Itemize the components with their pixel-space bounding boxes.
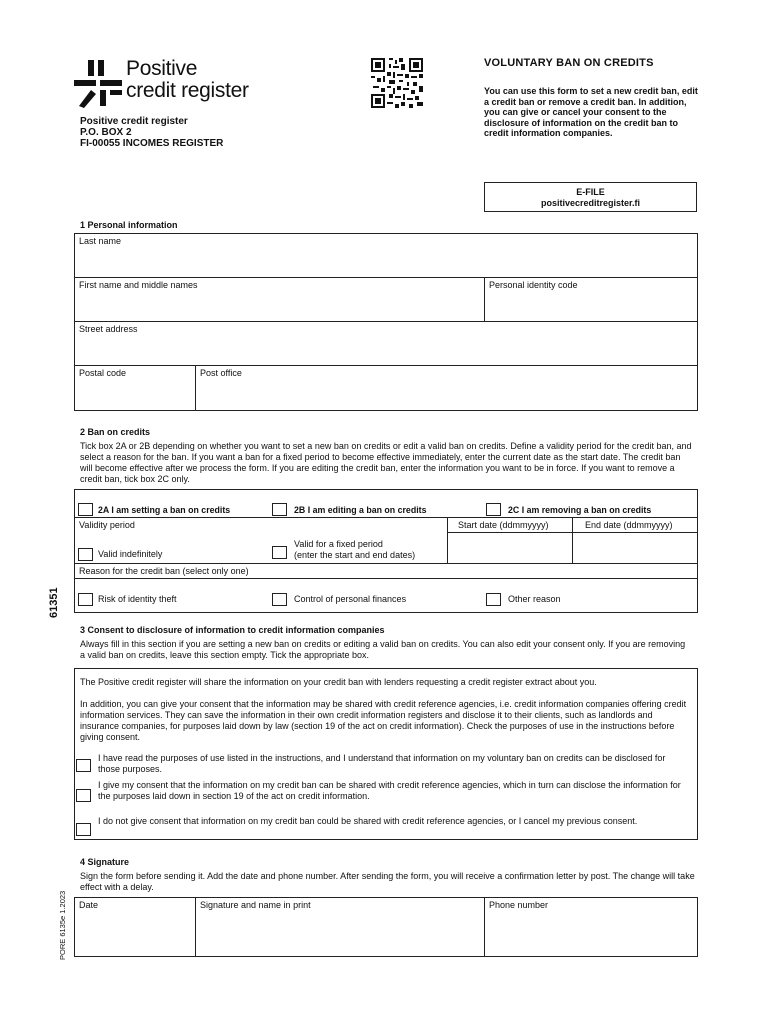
checkbox-consent-decline[interactable] xyxy=(76,823,91,836)
form-code: PORE 6135e 1.2023 xyxy=(58,890,67,960)
end-date-field[interactable] xyxy=(573,533,697,562)
section3-instructions: Always fill in this section if you are setting a new ban on credits or editing a valid ban on credits. You can also edit your consent only. If you are removing a valid ban on credits, leave this section empty. Tick the appropriate box. xyxy=(80,639,686,660)
checkbox-other-reason[interactable] xyxy=(486,593,501,606)
positive-credit-register-logo-icon xyxy=(74,58,124,108)
checkbox-consent-read[interactable] xyxy=(76,759,91,772)
efile-url[interactable]: positivecreditregister.fi xyxy=(540,198,641,208)
phone-field[interactable] xyxy=(486,912,697,956)
signature-label: Signature and name in print xyxy=(200,900,311,910)
postal-code-label: Postal code xyxy=(79,368,127,378)
address-line-2: P.O. BOX 2 xyxy=(80,127,132,138)
valid-fixed-line2: (enter the start and end dates) xyxy=(294,550,416,560)
checkbox-valid-indefinitely[interactable] xyxy=(78,548,93,561)
efile-box[interactable] xyxy=(484,182,697,212)
address-line-3: FI-00055 INCOMES REGISTER xyxy=(80,138,224,149)
address-line-1: Positive credit register xyxy=(80,116,188,127)
consent-option1: I have read the purposes of use listed in the instructions, and I understand that information on my voluntary ban on credits can be disclosed for those purposes. xyxy=(98,753,666,774)
section4-instructions: Sign the form before sending it. Add the date and phone number. After sending the form, you will receive a confirmation letter by post. The change will take effect with a delay. xyxy=(80,871,695,892)
start-date-label: Start date (ddmmyyyy) xyxy=(458,520,549,530)
street-field[interactable] xyxy=(75,336,697,365)
checkbox-valid-fixed[interactable] xyxy=(272,546,287,559)
logo-line2: credit register xyxy=(126,79,249,102)
signature-field[interactable] xyxy=(197,912,483,956)
date-field[interactable] xyxy=(75,912,194,956)
logo-line1: Positive xyxy=(126,57,198,80)
reason-other-label: Other reason xyxy=(508,594,561,604)
reason-finances-label: Control of personal finances xyxy=(294,594,407,604)
checkbox-consent-give[interactable] xyxy=(76,789,91,802)
register-address xyxy=(80,116,223,149)
valid-indefinitely-label: Valid indefinitely xyxy=(98,549,163,559)
checkbox-control-finances[interactable] xyxy=(272,593,287,606)
form-number: 61351 xyxy=(48,587,60,618)
option-2a-label: 2A I am setting a ban on credits xyxy=(98,505,231,515)
post-office-label: Post office xyxy=(200,368,242,378)
valid-fixed-label xyxy=(294,539,415,561)
valid-fixed-line1: Valid for a fixed period xyxy=(294,539,383,549)
checkbox-2a[interactable] xyxy=(78,503,93,516)
date-label: Date xyxy=(79,900,99,910)
consent-option3: I do not give consent that information on my credit ban could be shared with credit reference agencies, or I cancel my previous consent. xyxy=(98,816,638,826)
option-2b-label: 2B I am editing a ban on credits xyxy=(294,505,427,515)
option-2c-label: 2C I am removing a ban on credits xyxy=(508,505,652,515)
reason-label: Reason for the credit ban (select only one) xyxy=(79,566,249,576)
post-office-field[interactable] xyxy=(197,380,697,410)
first-names-label: First name and middle names xyxy=(79,280,198,290)
consent-para1: The Positive credit register will share the information on your credit ban with lenders requesting a credit register extract about you. xyxy=(80,677,597,687)
personal-id-label: Personal identity code xyxy=(489,280,578,290)
efile-label: E-FILE xyxy=(576,187,605,197)
personal-id-field[interactable] xyxy=(486,292,697,321)
street-label: Street address xyxy=(79,324,138,334)
section3-heading: 3 Consent to disclosure of information to credit information companies xyxy=(80,625,385,635)
consent-option2: I give my consent that the information on my credit ban can be shared with credit reference agencies, which in turn can disclose the information for the purposes laid down in section 19 of the act on credit information. xyxy=(98,780,681,801)
qr-code-icon xyxy=(371,58,423,108)
last-name-label: Last name xyxy=(79,236,122,246)
checkbox-risk-identity[interactable] xyxy=(78,593,93,606)
checkbox-2b[interactable] xyxy=(272,503,287,516)
logo-text xyxy=(126,58,249,102)
validity-period-label: Validity period xyxy=(79,520,135,530)
form-intro: You can use this form to set a new credit ban, edit a credit ban or remove a credit ban. In addition, you can give or cancel your consent to the disclosure of information on the credit ban to credit information companies. xyxy=(484,86,698,138)
postal-code-field[interactable] xyxy=(75,380,194,410)
consent-para2: In addition, you can give your consent that the information may be shared with credit reference agencies, i.e. credit information companies offering credit information services. They can save the information in their own credit information registers and disclose it to their clients, such as landlords and insurance companies, for purposes laid down by law (section 19 of the act on credit information). Check the purposes of use in the instructions before giving consent. xyxy=(80,699,687,742)
phone-label: Phone number xyxy=(489,900,549,910)
section2-instructions: Tick box 2A or 2B depending on whether you want to set a new ban on credits or edit a valid ban on credits. Define a validity period for the credit ban, and select a reason for the ban. If you want a ban for a fixed period to become effective immediately, enter the current date as the start date. The credit ban will become effective after we process the form. If you are editing the credit ban, enter the information you want to be in force. If you want to remove a credit ban, tick box 2C only. xyxy=(80,441,692,484)
last-name-field[interactable] xyxy=(75,248,697,276)
form-title: VOLUNTARY BAN ON CREDITS xyxy=(484,57,654,69)
start-date-field[interactable] xyxy=(448,533,571,562)
checkbox-2c[interactable] xyxy=(486,503,501,516)
end-date-label: End date (ddmmyyyy) xyxy=(585,520,673,530)
section2-heading: 2 Ban on credits xyxy=(80,427,151,437)
section4-heading: 4 Signature xyxy=(80,857,130,867)
first-names-field[interactable] xyxy=(75,292,483,321)
reason-identity-label: Risk of identity theft xyxy=(98,594,177,604)
section1-heading: 1 Personal information xyxy=(80,220,178,230)
